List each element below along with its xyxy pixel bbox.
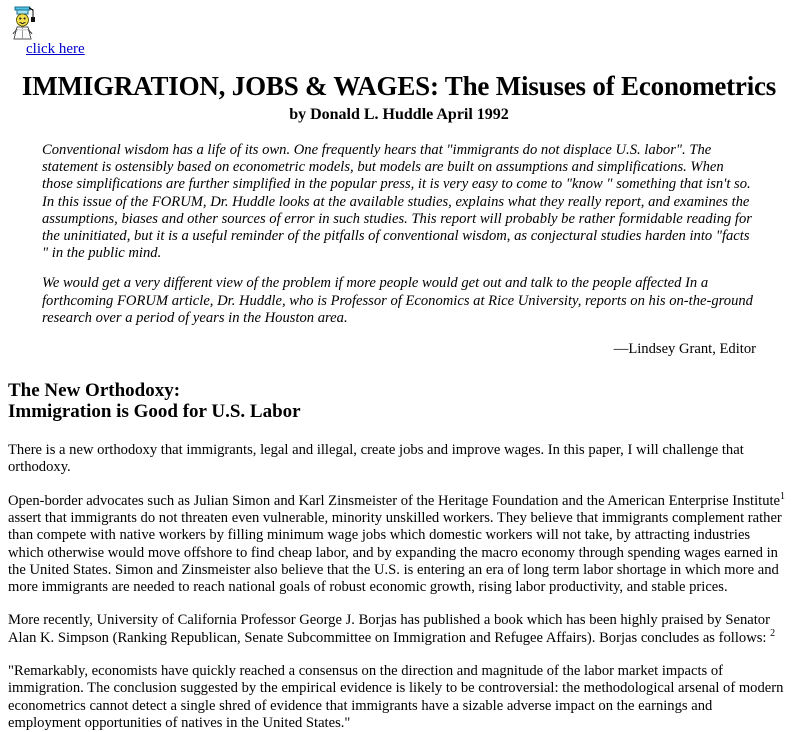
body-paragraph-2 xyxy=(8,490,786,597)
body-paragraph-1: There is a new orthodoxy that immigrants, legal and illegal, create jobs and improve wages. In this paper, I will challenge that orthodoxy. xyxy=(8,442,744,476)
click-here-line xyxy=(4,42,794,56)
footnote-marker-2: 2 xyxy=(770,627,776,639)
editor-intro-block xyxy=(42,142,756,358)
graduate-scholar-icon xyxy=(12,4,38,42)
editor-signature: —Lindsey Grant, Editor xyxy=(613,341,756,358)
intro-paragraph-1: Conventional wisdom has a life of its own. One frequently hears that "immigrants do not displace U.S. labor". The statement is ostensibly based on econometric models, but models are built on assumptions and simplifications. When those simplifications are further simplified in the popular press, it is very easy to come to "know " something that isn't so. In this issue of the FORUM, Dr. Huddle looks at the available studies, explains what they really report, and examines the assumptions, biases and other sources of error in such studies. This report will probably be rather formidable reading for the uninitiated, but it is a useful reminder of the pitfalls of conventional wisdom, as conjectural studies harden into "facts " in the public mind. xyxy=(42,142,752,262)
page-title: IMMIGRATION, JOBS & WAGES: The Misuses of Econometrics xyxy=(21,71,777,101)
byline: by Donald L. Huddle April 1992 xyxy=(289,106,509,123)
intro-paragraph-2: We would get a very different view of the problem if more people would get out and talk to the people affected In a forthcoming FORUM article, Dr. Huddle, who is Professor of Economics at Rice University, reports on his on-the-ground research over a period of years in the Houston area. xyxy=(42,275,753,326)
body-paragraph-3 xyxy=(8,612,786,647)
section-heading-line-2: Immigration is Good for U.S. Labor xyxy=(8,401,301,423)
section-heading-line-1: The New Orthodoxy: xyxy=(8,380,181,402)
body-paragraph-2-part-2: assert that immigrants do not threaten even vulnerable, minority unskilled workers. They believe that immigrants complement rather than compete with native workers by filling minimum wage jobs which domestic workers will not take, by attracting industries which otherwise would move offshore to find cheap labor, and by expanding the macro economy through spending wages earned in the United States. Simon and Zinsmeister also believe that the U.S. is entering an era of long term labor shortage in which more and more immigrants are needed to reach national goals of robust economic growth, rising labor productivity, and stable prices. xyxy=(8,509,782,596)
body-paragraph-2-part-1: Open-border advocates such as Julian Simon and Karl Zinsmeister of the Heritage Foundation and the American Enterprise Institute xyxy=(8,492,781,509)
body-paragraph-4: "Remarkably, economists have quickly reached a consensus on the direction and magnitude of the labor market impacts of immigration. The conclusion suggested by the empirical evidence is likely to be controversial: the methodological arsenal of modern econometrics cannot detect a single shred of evidence that immigrants have a sizable adverse impact on the earnings and employment opportunities of natives in the United States." xyxy=(8,663,784,731)
top-banner xyxy=(4,4,794,56)
article-body xyxy=(8,442,786,732)
body-paragraph-3-part-1: More recently, University of California Professor George J. Borjas has published a book which has been highly praised by Senator Alan K. Simpson (Ranking Republican, Senate Subcommittee on Immigration and Refugee Affairs). Borjas concludes as follows: xyxy=(8,612,770,646)
click-here-link[interactable]: click here xyxy=(26,41,85,57)
section-heading xyxy=(8,380,794,422)
footnote-marker-1: 1 xyxy=(780,490,786,502)
